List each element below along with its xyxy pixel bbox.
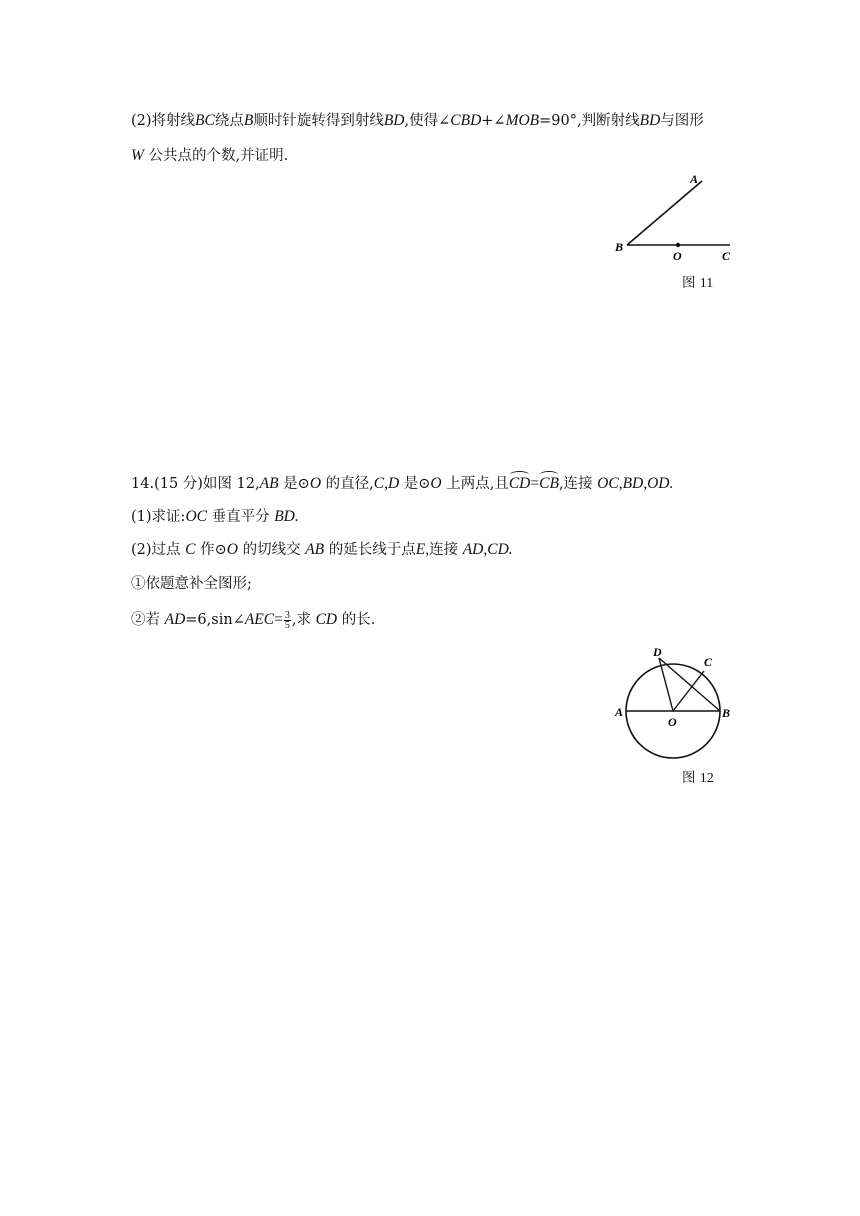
figure-11-caption: 图 11 [682,275,714,291]
q13-part2-line2: W 公共点的个数,并证明. [131,147,289,164]
label-c: C [722,249,731,263]
q14-sub1: ①依题意补全图形; [131,576,252,592]
q14-sub2: ②若 AD=6,sin∠AEC= $\frac{3}{5}$ ,求 CD 的长. [131,609,376,631]
point-o [676,243,680,247]
label-d: D [653,645,662,659]
segment-oc [673,671,704,711]
figure-12-diagram [610,644,740,760]
arc-cd: CD [508,475,531,492]
fraction-3-5: $\frac{3}{5}$ [284,609,290,631]
q13-part2-line1: (2)将射线BC绕点B顺时针旋转得到射线BD,使得∠CBD+∠MOB=90°,判断射线BD与图形 [131,112,704,129]
q14-part2: (2)过点 C 作⊙O 的切线交 AB 的延长线于点E,连接 AD,CD. [131,541,513,558]
figure-12-caption: 图 12 [682,770,714,786]
label-a: A [615,705,624,719]
label-o: O [668,715,677,729]
segment-od [659,658,673,711]
label-b: B [722,706,731,720]
q14-part1: (1)求证:OC 垂直平分 BD. [131,508,299,525]
label-o: O [673,249,682,263]
arc-cb: CB [539,475,559,492]
figure-11-diagram [610,168,750,264]
ray-ba [627,181,702,245]
label-b: B [615,240,624,254]
q14-stem: 14.(15 分)如图 12,AB 是⊙O 的直径,C,D 是⊙O 上两点,且CD=CB,连接 OC,BD,OD. [131,475,674,492]
label-a: A [690,172,699,186]
label-c: C [704,655,713,669]
